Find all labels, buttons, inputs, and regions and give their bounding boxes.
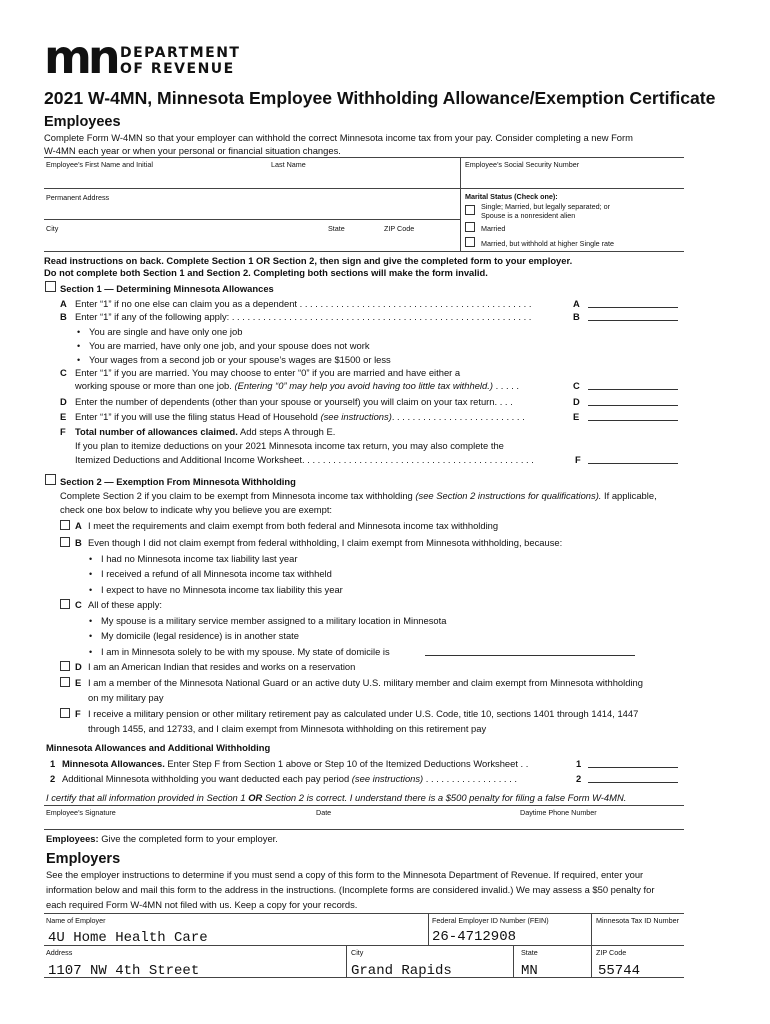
s2-b-bullet-2: I received a refund of all Minnesota income tax withheld	[101, 568, 332, 579]
state-field[interactable]	[326, 234, 376, 248]
s1-answer-e[interactable]	[588, 420, 678, 421]
label-date: Date	[316, 808, 332, 817]
s1-end-f: F	[575, 454, 581, 465]
employers-line-2: information below and mail this form to the address in the instructions. (Incomplete forms are considered invalid.) We may assess a $50 penalty for	[46, 884, 655, 895]
label-employer-address: Address	[46, 948, 73, 957]
checkbox-married-higher[interactable]	[465, 237, 475, 247]
instructions-1: Read instructions on back. Complete Section 1 OR Section 2, then sign and give the completed form to your employer.	[44, 255, 573, 266]
certification-text: I certify that all information provided in Section 1 OR Section 2 is correct. I understand there is a $500 penalty for filing a false Form W-4MN.	[46, 792, 627, 803]
s1-b-bullet-3: Your wages from a second job or your spouse’s wages are $1500 or less	[89, 354, 391, 365]
s2-checkbox-d[interactable]	[60, 661, 70, 671]
instructions-2: Do not complete both Section 1 and Section 2. Completing both sections will make the form invalid.	[44, 267, 488, 278]
s1-b-bullet-2: You are married, have only one job, and your spouse does not work	[89, 340, 370, 351]
label-ssn: Employee’s Social Security Number	[465, 160, 580, 169]
allowances-line2-num: 2	[50, 773, 56, 784]
s1-end-c: C	[573, 380, 580, 391]
s1-line-b: Enter “1” if any of the following apply: . . . . . . . . . . . . . . . . . . . . . . . . . . . . . . . . . . . . . . . . . . . . . . . . . . . . . . . . . .	[75, 311, 532, 322]
state-of-domicile-field[interactable]	[425, 655, 635, 656]
label-employer-zip: ZIP Code	[596, 948, 627, 957]
checkbox-single[interactable]	[465, 205, 475, 215]
s1-letter-e: E	[60, 411, 67, 422]
employees-give: Employees: Give the completed form to your employer.	[46, 833, 278, 844]
s2-checkbox-b[interactable]	[60, 537, 70, 547]
ssn-field[interactable]	[465, 170, 680, 186]
s2-checkbox-a[interactable]	[60, 520, 70, 530]
s1-line-c-1: Enter “1” if you are married. You may choose to enter “0” if you are married and have either a	[75, 367, 461, 378]
marital-single-2: Spouse is a nonresident alien	[481, 211, 576, 220]
section1-title: Section 1 — Determining Minnesota Allowances	[60, 283, 274, 294]
form-title: 2021 W-4MN, Minnesota Employee Withholding Allowance/Exemption Certificate	[44, 88, 716, 108]
s2-letter-c: C	[75, 599, 82, 610]
dept-line-2: OF REVENUE	[120, 61, 235, 77]
s2-checkbox-f[interactable]	[60, 708, 70, 718]
s2-checkbox-e[interactable]	[60, 677, 70, 687]
label-fein: Federal Employer ID Number (FEIN)	[432, 916, 549, 925]
label-address: Permanent Address	[46, 193, 110, 202]
s1-end-e: E	[573, 411, 580, 422]
dept-line-1: DEPARTMENT	[120, 45, 241, 61]
s2-line-e-1: I am a member of the Minnesota National Guard or an active duty U.S. military member and claim exempt from Minnesota withholding	[88, 677, 643, 688]
s1-answer-b[interactable]	[588, 320, 678, 321]
section2-intro-1: Complete Section 2 if you claim to be exempt from Minnesota income tax withholding (see Section 2 instructions for qualifications). If applicable,	[60, 490, 657, 501]
employers-line-3: each required Form W-4MN not filed with us. Keep a copy for your records.	[46, 899, 358, 910]
s2-letter-d: D	[75, 661, 82, 672]
marital-single-1: Single; Married, but legally separated; or	[481, 202, 611, 211]
logo-mark: mn	[44, 30, 117, 84]
employer-city-value[interactable]: Grand Rapids	[351, 963, 452, 979]
label-signature: Employee’s Signature	[46, 808, 116, 817]
allowances-answer-1[interactable]	[588, 767, 678, 768]
allowances-line1-end: 1	[576, 758, 582, 769]
s2-line-f-1: I receive a military pension or other military retirement pay as calculated under U.S. Code, title 10, sections 1401 through 1414, 1447	[88, 708, 639, 719]
employers-line-1: See the employer instructions to determine if you must send a copy of this form to the Minnesota Department of Revenue. If required, enter your	[46, 869, 644, 880]
employees-intro-1: Complete Form W-4MN so that your employer can withhold the correct Minnesota income tax from your pay. Consider completing a new Form	[44, 132, 633, 143]
section1-checkbox[interactable]	[45, 281, 56, 292]
s2-letter-b: B	[75, 537, 82, 548]
s2-checkbox-c[interactable]	[60, 599, 70, 609]
last-name-field[interactable]	[270, 170, 455, 186]
s1-answer-c[interactable]	[588, 389, 678, 390]
signature-field[interactable]	[46, 818, 306, 828]
allowances-line1-num: 1	[50, 758, 56, 769]
s1-answer-d[interactable]	[588, 405, 678, 406]
label-mn-tax-id: Minnesota Tax ID Number	[596, 916, 679, 925]
employers-heading: Employers	[46, 851, 121, 867]
s2-letter-e: E	[75, 677, 82, 688]
label-zip: ZIP Code	[384, 224, 415, 233]
s1-letter-b: B	[60, 311, 67, 322]
s2-letter-f: F	[75, 708, 81, 719]
allowances-answer-2[interactable]	[588, 782, 678, 783]
s1-line-f-2: If you plan to itemize deductions on your 2021 Minnesota income tax return, you may also complete the	[75, 440, 504, 451]
s1-letter-a: A	[60, 298, 67, 309]
label-first-name: Employee’s First Name and Initial	[46, 160, 153, 169]
s2-b-bullet-3: I expect to have no Minnesota income tax liability this year	[101, 584, 343, 595]
s1-line-e: Enter “1” if you will use the filing status Head of Household (see instructions). . . . . . . . . . . . . . . . . . . . . . . . . .	[75, 411, 525, 422]
employer-state-value[interactable]: MN	[521, 963, 538, 979]
label-city: City	[46, 224, 59, 233]
checkbox-married[interactable]	[465, 222, 475, 232]
address-field[interactable]	[46, 203, 456, 217]
label-state: State	[328, 224, 345, 233]
label-employer-city: City	[351, 948, 364, 957]
employer-name-value[interactable]: 4U Home Health Care	[48, 930, 208, 946]
label-phone: Daytime Phone Number	[520, 808, 597, 817]
section2-checkbox[interactable]	[45, 474, 56, 485]
allowances-line2-end: 2	[576, 773, 582, 784]
s2-line-d: I am an American Indian that resides and works on a reservation	[88, 661, 356, 672]
s2-line-e-2: on my military pay	[88, 692, 164, 703]
phone-field[interactable]	[518, 818, 678, 828]
s2-line-a: I meet the requirements and claim exempt from both federal and Minnesota income tax withholding	[88, 520, 499, 531]
s1-line-f-3: Itemized Deductions and Additional Income Worksheet. . . . . . . . . . . . . . . . . . . . . . . . . . . . . . . . . . . . . . . . . . . . .	[75, 454, 534, 465]
label-last-name: Last Name	[271, 160, 306, 169]
employer-address-value[interactable]: 1107 NW 4th Street	[48, 963, 200, 979]
allowances-line2: Additional Minnesota withholding you want deducted each pay period (see instructions) . . . . . . . . . . . . . . . . . .	[62, 773, 517, 784]
s1-letter-f: F	[60, 426, 66, 437]
s1-line-f-1: Total number of allowances claimed. Add steps A through E.	[75, 426, 336, 437]
s1-end-b: B	[573, 311, 580, 322]
employees-intro-2: W-4MN each year or when your personal or financial situation changes.	[44, 145, 341, 156]
s1-letter-d: D	[60, 396, 67, 407]
employees-heading: Employees	[44, 114, 121, 130]
allowances-line1: Minnesota Allowances. Enter Step F from Section 1 above or Step 10 of the Itemized Deductions Worksheet . .	[62, 758, 529, 769]
s2-b-bullet-1: I had no Minnesota income tax liability last year	[101, 553, 298, 564]
mn-tax-id-value[interactable]	[598, 929, 678, 945]
s1-letter-c: C	[60, 367, 67, 378]
s1-answer-f[interactable]	[588, 463, 678, 464]
fein-value[interactable]: 26-4712908	[432, 929, 517, 945]
marital-higher: Married, but withhold at higher Single rate	[481, 239, 615, 248]
marital-status-title: Marital Status (Check one):	[465, 192, 558, 201]
s2-line-f-2: through 1455, and 12733, and I claim exempt from Minnesota withholding on this retirement pay	[88, 723, 487, 734]
first-name-field[interactable]	[46, 170, 266, 186]
date-field[interactable]	[314, 818, 514, 828]
s1-answer-a[interactable]	[588, 307, 678, 308]
section2-intro-2: check one box below to indicate why you believe you are exempt:	[60, 504, 333, 515]
s2-line-b: Even though I did not claim exempt from federal withholding, I claim exempt from Minnesota withholding, because:	[88, 537, 563, 548]
label-employer-state: State	[521, 948, 538, 957]
s1-line-d: Enter the number of dependents (other than your spouse or yourself) you will claim on your tax return. . . .	[75, 396, 513, 407]
logo	[44, 30, 244, 84]
s1-end-a: A	[573, 298, 580, 309]
allowances-title: Minnesota Allowances and Additional Withholding	[46, 742, 271, 753]
zip-field[interactable]	[382, 234, 456, 248]
employer-zip-value[interactable]: 55744	[598, 963, 641, 979]
section2-title: Section 2 — Exemption From Minnesota Withholding	[60, 476, 296, 487]
s2-letter-a: A	[75, 520, 82, 531]
s2-c-bullet-1: My spouse is a military service member assigned to a military location in Minnesota	[101, 615, 447, 626]
marital-married: Married	[481, 224, 506, 233]
s2-c-bullet-3: I am in Minnesota solely to be with my spouse. My state of domicile is	[101, 646, 390, 657]
s2-c-bullet-2: My domicile (legal residence) is in another state	[101, 630, 300, 641]
city-field[interactable]	[46, 234, 316, 248]
s1-line-a: Enter “1” if no one else can claim you as a dependent . . . . . . . . . . . . . . . . . . . . . . . . . . . . . . . . . . . . . . . . . . . . .	[75, 298, 532, 309]
s1-b-bullet-1: You are single and have only one job	[89, 326, 243, 337]
label-employer-name: Name of Employer	[46, 916, 106, 925]
s1-line-c-2: working spouse or more than one job. (Entering “0” may help you avoid having too little tax withheld.) . . . . .	[75, 380, 520, 391]
s2-line-c: All of these apply:	[88, 599, 163, 610]
s1-end-d: D	[573, 396, 580, 407]
